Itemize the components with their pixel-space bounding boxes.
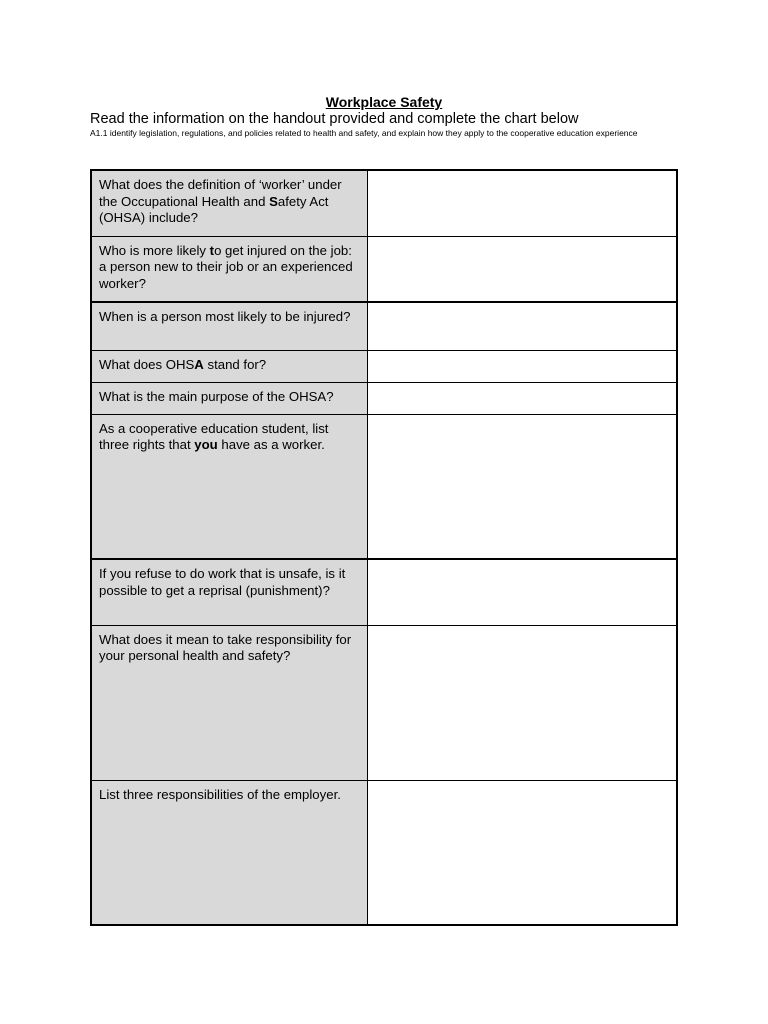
instructions-text: Read the information on the handout provided and complete the chart below	[90, 111, 579, 127]
question-text: Who is more likely	[99, 242, 210, 258]
question-cell	[91, 302, 367, 350]
question-text: stand for?	[203, 356, 267, 372]
answer-cell[interactable]	[367, 170, 677, 236]
answer-cell[interactable]	[367, 302, 677, 350]
question-cell	[91, 559, 367, 625]
question-text: S	[269, 193, 278, 209]
question-cell	[91, 625, 367, 780]
question-cell	[91, 382, 367, 414]
question-text: t	[209, 242, 215, 258]
question-text: o get injured on the job: a person new to their job or an experienced worker?	[99, 242, 353, 291]
answer-cell[interactable]	[367, 780, 677, 925]
question-text: What does OHS	[99, 356, 195, 372]
answer-cell[interactable]	[367, 625, 677, 780]
chart-row	[91, 170, 677, 236]
question-cell	[91, 170, 367, 236]
answer-cell[interactable]	[367, 350, 677, 382]
chart-row	[91, 302, 677, 350]
chart-row	[91, 236, 677, 302]
question-cell	[91, 350, 367, 382]
question-text: you	[194, 437, 218, 452]
curriculum-expectation: A1.1 identify legislation, regulations, and policies related to health and safety, and explain how they apply to the cooperative education experience	[90, 128, 638, 138]
question-text: List three responsibilities of the employer.	[99, 786, 341, 802]
chart-row	[91, 780, 677, 925]
question-text: What does it mean to take responsibility for your personal health and safety?	[99, 631, 352, 663]
question-chart	[90, 169, 678, 926]
question-cell	[91, 414, 367, 559]
worksheet-title: Workplace Safety	[325, 94, 443, 110]
question-text: As a cooperative education student, list three rights that	[99, 420, 329, 452]
answer-cell[interactable]	[367, 236, 677, 302]
question-cell	[91, 780, 367, 925]
question-cell	[91, 236, 367, 302]
question-text: What is the main purpose of the OHSA?	[99, 388, 334, 404]
question-text: afety Act (OHSA) include?	[99, 193, 329, 225]
question-text: When is a person most likely to be injured?	[99, 309, 351, 324]
question-text: A	[194, 356, 204, 372]
chart-row	[91, 559, 677, 625]
question-text: If you refuse to do work that is unsafe, is it possible to get a reprisal (punishment)?	[99, 566, 346, 598]
chart-row	[91, 414, 677, 559]
answer-cell[interactable]	[367, 414, 677, 559]
chart-row	[91, 382, 677, 414]
chart-row	[91, 625, 677, 780]
answer-cell[interactable]	[367, 382, 677, 414]
answer-cell[interactable]	[367, 559, 677, 625]
question-text: What does the definition of ‘worker’ under the Occupational Health and	[99, 177, 342, 209]
question-text: have as a worker.	[217, 437, 325, 452]
chart-row	[91, 350, 677, 382]
